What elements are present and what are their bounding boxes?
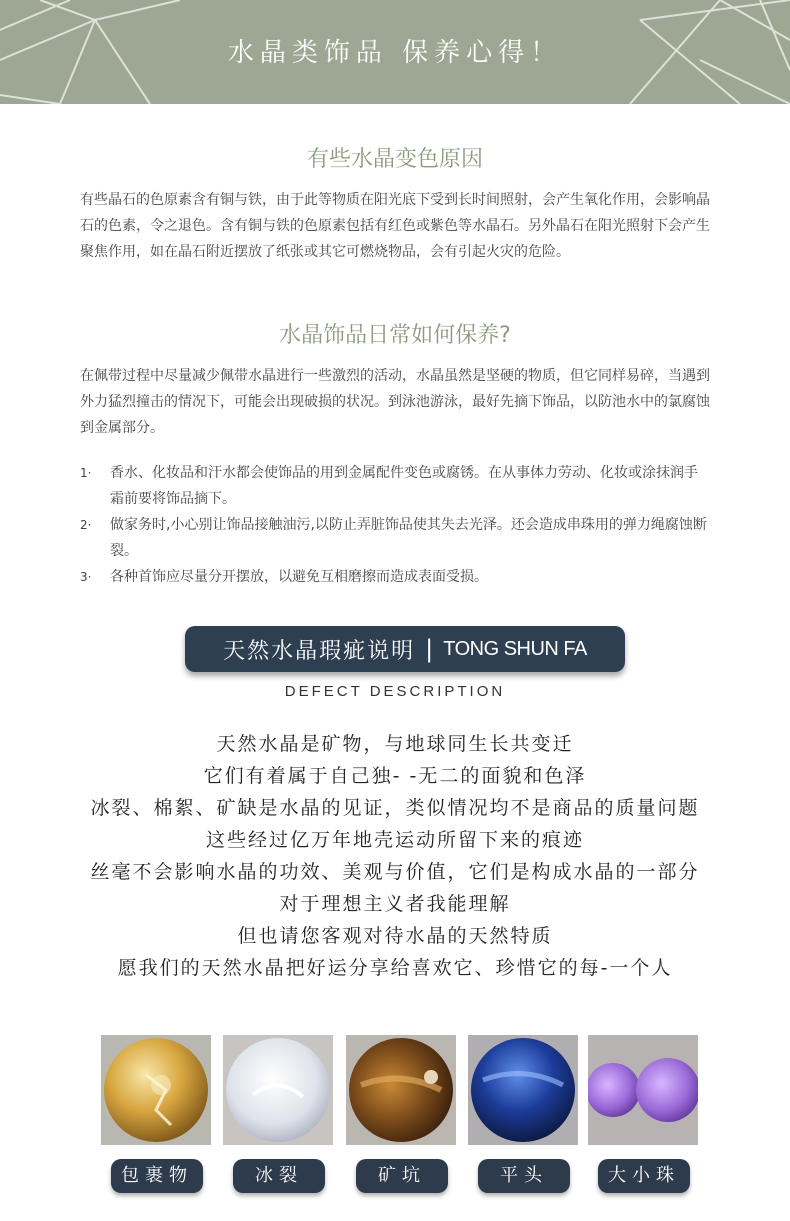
list-text: 香水、化妆品和汗水都会使饰品的用到金属配件变色或腐锈。在从事体力劳动、化妆或涂抹润手霜前要将饰品摘下。 [110,465,698,507]
list-number: 2· [80,518,92,532]
statement-line: 丝毫不会影响水晶的功效、美观与价值，它们是构成水晶的一部分 [90,861,700,883]
defect-title: 天然水晶瑕疵说明 [223,638,416,664]
label-pit: 矿坑 [356,1159,448,1193]
tiger-eye-pit-photo [346,1035,456,1145]
defect-samples [0,1035,790,1215]
sample-flat [468,1035,580,1186]
label-inclusion: 包裹物 [111,1159,203,1193]
ice-crack-photo [223,1035,333,1145]
defect-subtitle: DEFECT DESCRIPTION [284,683,506,700]
label-flat: 平头 [478,1159,570,1193]
care-tips-list [80,460,710,590]
discoloration-section [80,142,710,265]
sample-size [588,1035,700,1186]
label-ice-crack: 冰裂 [233,1159,325,1193]
defect-statement [0,728,790,984]
banner-title: 水晶类饰品 保养心得！ [227,38,563,68]
list-number: 1· [80,466,92,480]
care-heading: 水晶饰品日常如何保养? [279,323,511,348]
badge-separator: | [425,635,434,663]
sample-pit [346,1035,458,1186]
list-item [80,564,710,590]
amethyst-beads-photo [588,1035,698,1145]
statement-line: 愿我们的天然水晶把好运分享给喜欢它、珍惜它的每-一个人 [117,957,673,979]
care-section [80,318,710,441]
statement-line: 天然水晶是矿物，与地球同生长共变迁 [216,733,574,755]
statement-line: 对于理想主义者我能理解 [279,893,511,915]
header-banner [0,0,790,104]
statement-line: 冰裂、棉絮、矿缺是水晶的见证，类似情况均不是商品的质量问题 [90,797,700,819]
label-size: 大小珠 [598,1159,690,1193]
list-item [80,512,710,564]
sample-inclusion [101,1035,213,1186]
citrine-inclusion-photo [101,1035,211,1145]
discoloration-text: 有些晶石的色原素含有铜与铁，由于此等物质在阳光底下受到长时间照射，会产生氧化作用，会影响晶石的色素，令之退色。含有铜与铁的色原素包括有红色或紫色等水晶石。另外晶石在阳光照射下会产生聚焦作用，如在晶石附近摆放了纸张或其它可燃烧物品，会有引起火灾的危险。 [80,192,710,260]
list-text: 各种首饰应尽量分开摆放，以避免互相磨擦而造成表面受损。 [110,569,488,585]
list-item [80,460,710,512]
statement-line: 但也请您客观对待水晶的天然特质 [237,925,553,947]
blue-tiger-eye-flat-photo [468,1035,578,1145]
care-text: 在佩带过程中尽量减少佩带水晶进行一些激烈的活动，水晶虽然是坚硬的物质，但它同样易碎，当遇到外力猛烈撞击的情况下，可能会出现破损的状况。到泳池游泳，最好先摘下饰品，以防池水中的氯腐蚀到金属部分。 [80,368,710,436]
defect-title-badge [185,626,625,672]
statement-line: 它们有着属于自己独- -无二的面貌和色泽 [203,765,587,787]
statement-line: 这些经过亿万年地壳运动所留下来的痕迹 [205,829,584,851]
brand-name: TONG SHUN FA [443,637,587,660]
list-number: 3· [80,570,92,584]
list-text: 做家务时,小心别让饰品接触油污,以防止弄脏饰品使其失去光泽。还会造成串珠用的弹力绳腐蚀断裂。 [110,517,707,559]
sample-ice-crack [223,1035,335,1186]
discoloration-heading: 有些水晶变色原因 [306,147,483,172]
